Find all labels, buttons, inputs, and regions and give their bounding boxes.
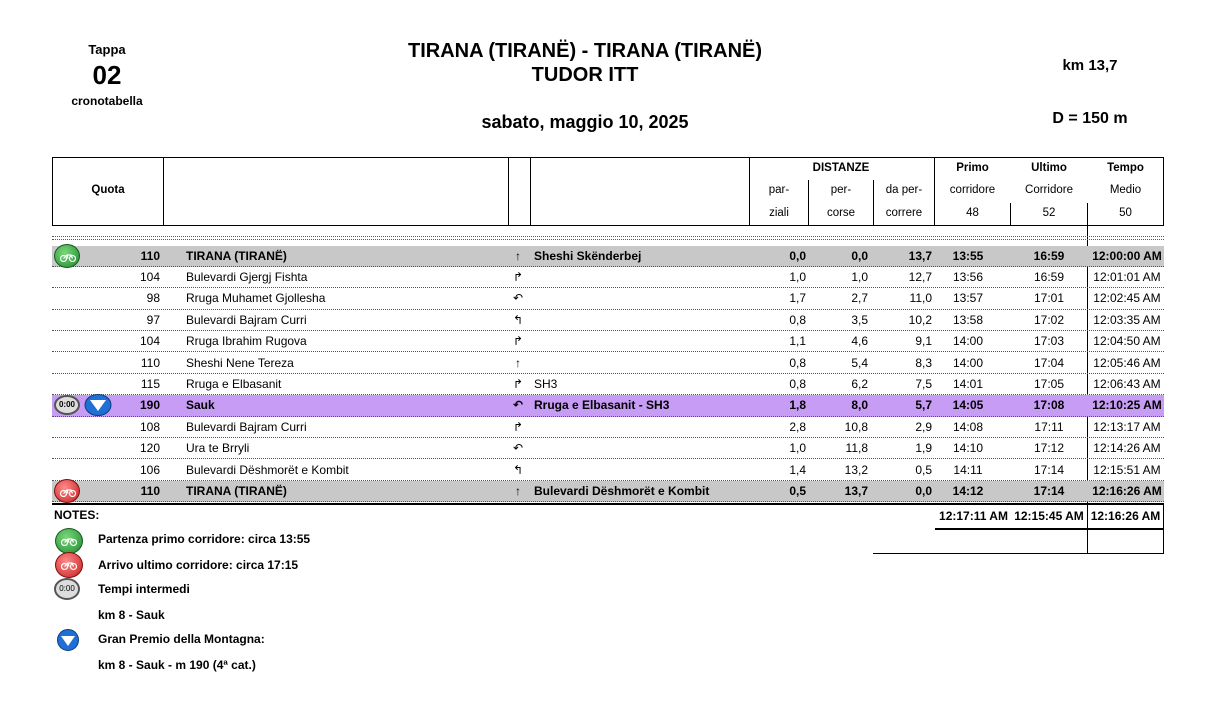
note-arrivo: Arrivo ultimo corridore: circa 17:15 — [98, 558, 299, 572]
cell-time-first-rider: 14:12 — [952, 483, 984, 498]
cell-time-last-rider: 17:04 — [1033, 355, 1065, 370]
cell-time-first-rider: 13:55 — [952, 248, 984, 263]
cell-distance-remaining: 1,9 — [915, 441, 932, 456]
table-row — [52, 395, 1164, 416]
cell-time-last-rider: 17:12 — [1033, 441, 1065, 456]
cell-distance-covered: 3,5 — [851, 312, 868, 327]
cell-distance-partial: 0,5 — [789, 483, 806, 498]
cell-direction-arrow: ↱ — [512, 334, 524, 349]
cell-distance-remaining: 7,5 — [915, 376, 932, 391]
header-percorse-2: corse — [826, 207, 856, 219]
cell-distance-remaining: 10,2 — [908, 312, 932, 327]
table-header-border — [52, 225, 1164, 226]
note-tempi: Tempi intermedi — [98, 582, 190, 596]
cell-distance-covered: 0,0 — [851, 248, 868, 263]
cell-direction-arrow: ↑ — [515, 483, 521, 498]
cell-distance-remaining: 8,3 — [915, 355, 932, 370]
stopwatch-icon: 0:00 — [54, 395, 80, 415]
cell-distance-remaining: 9,1 — [915, 334, 932, 349]
cell-distance-partial: 1,7 — [789, 291, 806, 306]
table-row — [52, 246, 1164, 267]
total-ultimo: 12:15:45 AM — [1014, 509, 1084, 523]
header-percorse-1: per- — [830, 184, 852, 196]
note-gpm-detail: km 8 - Sauk - m 190 (4ª cat.) — [98, 658, 256, 672]
cell-time-first-rider: 14:11 — [953, 462, 983, 477]
cell-distance-remaining: 12,7 — [908, 269, 932, 284]
cell-altitude: 120 — [139, 441, 160, 456]
table-row — [52, 267, 1164, 288]
table-row — [52, 481, 1164, 502]
col-divider — [530, 157, 531, 226]
totals-right-border — [1163, 505, 1164, 554]
cell-location: Bulevardi Bajram Curri — [186, 312, 307, 327]
cell-location: Ura te Brryli — [186, 441, 250, 456]
cell-time-first-rider: 14:08 — [952, 419, 984, 434]
header-dapercorrere-1: da per- — [885, 184, 923, 196]
cell-location: Bulevardi Dëshmorët e Kombit — [186, 462, 349, 477]
cell-time-average: 12:03:35 AM — [1093, 312, 1161, 327]
total-primo: 12:17:11 AM — [939, 509, 1008, 523]
header-gap-line — [52, 236, 1164, 238]
cell-distance-remaining: 11,0 — [909, 291, 932, 306]
stopwatch-icon: 0:00 — [54, 578, 80, 600]
cronotabella-label: cronotabella — [71, 94, 143, 108]
cell-distance-partial: 1,8 — [789, 398, 806, 413]
cell-time-average: 12:16:26 AM — [1092, 483, 1162, 498]
cell-distance-partial: 1,1 — [789, 334, 806, 349]
note-tempi-detail: km 8 - Sauk — [98, 608, 165, 622]
cell-time-last-rider: 17:02 — [1033, 312, 1065, 327]
cell-distance-covered: 2,7 — [851, 291, 868, 306]
header-tempo-2: Medio — [1109, 184, 1142, 196]
table-row — [52, 374, 1164, 395]
cell-direction-arrow: ↰ — [512, 462, 524, 477]
cell-direction-arrow: ↶ — [512, 441, 524, 456]
cell-direction-arrow: ↶ — [512, 398, 524, 413]
table-bottom-border — [52, 503, 1164, 505]
title-stage-type: TUDOR ITT — [531, 64, 639, 86]
cell-road-name: Bulevardi Dëshmorët e Kombit — [534, 483, 710, 498]
cell-distance-covered: 8,0 — [851, 398, 868, 413]
cell-altitude: 190 — [139, 398, 160, 413]
cell-distance-remaining: 2,9 — [915, 419, 932, 434]
cell-altitude: 98 — [146, 291, 160, 306]
header-parziali-1: par- — [768, 184, 790, 196]
cell-time-first-rider: 14:10 — [952, 441, 984, 456]
table-row — [52, 438, 1164, 459]
cell-altitude: 110 — [140, 483, 160, 498]
header-quota: Quota — [91, 184, 125, 196]
total-tempo: 12:16:26 AM — [1090, 509, 1161, 523]
header-primo-1: Primo — [956, 162, 989, 174]
cell-distance-covered: 11,8 — [845, 441, 868, 456]
cell-location: Rruga Muhamet Gjollesha — [186, 291, 326, 306]
cell-distance-covered: 6,2 — [851, 376, 868, 391]
cell-distance-remaining: 5,7 — [915, 398, 932, 413]
cell-distance-partial: 0,8 — [789, 376, 806, 391]
cell-altitude: 110 — [140, 248, 160, 263]
cell-altitude: 106 — [139, 462, 160, 477]
cell-location: TIRANA (TIRANË) — [186, 483, 287, 498]
kom-icon — [84, 394, 112, 416]
cell-altitude: 115 — [140, 376, 160, 391]
kom-icon — [55, 629, 81, 651]
cell-distance-covered: 13,2 — [844, 462, 868, 477]
cell-location: Sheshi Nene Tereza — [186, 355, 294, 370]
totals-underline — [935, 528, 1163, 530]
cell-time-first-rider: 14:01 — [952, 376, 984, 391]
cell-distance-partial: 0,0 — [789, 248, 806, 263]
cell-time-average: 12:10:25 AM — [1092, 398, 1162, 413]
cell-altitude: 104 — [139, 269, 160, 284]
cell-time-first-rider: 13:57 — [952, 291, 984, 306]
cell-time-average: 12:05:46 AM — [1093, 355, 1161, 370]
cell-time-average: 12:00:00 AM — [1092, 248, 1162, 263]
cell-direction-arrow: ↱ — [512, 269, 524, 284]
table-right-border — [1163, 157, 1164, 226]
cell-direction-arrow: ↑ — [515, 355, 521, 370]
cell-altitude: 104 — [139, 334, 160, 349]
table-row — [52, 310, 1164, 331]
cell-time-average: 12:06:43 AM — [1093, 376, 1161, 391]
tappa-number: 02 — [92, 60, 122, 90]
header-distanze: DISTANZE — [812, 162, 870, 174]
cell-time-last-rider: 17:05 — [1033, 376, 1065, 391]
cell-time-average: 12:15:51 AM — [1093, 462, 1161, 477]
cell-altitude: 110 — [140, 355, 160, 370]
cell-distance-partial: 1,0 — [789, 441, 806, 456]
cell-direction-arrow: ↱ — [512, 376, 524, 391]
cell-time-average: 12:04:50 AM — [1093, 334, 1161, 349]
cell-distance-covered: 13,7 — [844, 483, 868, 498]
finish-icon — [54, 479, 80, 503]
table-row — [52, 288, 1164, 309]
cell-time-average: 12:01:01 AM — [1093, 269, 1161, 284]
cell-distance-partial: 1,0 — [789, 269, 806, 284]
cell-distance-partial: 0,8 — [789, 355, 806, 370]
header-tempo-1: Tempo — [1107, 162, 1144, 174]
col-divider — [163, 157, 164, 226]
cell-direction-arrow: ↱ — [512, 419, 524, 434]
stage-elevation-gain: D = 150 m — [1052, 110, 1128, 127]
tappa-label: Tappa — [88, 42, 126, 57]
title-route: TIRANA (TIRANË) - TIRANA (TIRANË) — [407, 40, 763, 62]
cell-road-name: Sheshi Skënderbej — [534, 248, 642, 263]
cell-distance-covered: 4,6 — [851, 334, 868, 349]
cell-time-last-rider: 17:14 — [1033, 462, 1065, 477]
header-tempo-speed: 50 — [1119, 207, 1132, 219]
cell-distance-partial: 2,8 — [789, 419, 806, 434]
note-partenza: Partenza primo corridore: circa 13:55 — [98, 532, 311, 546]
cell-direction-arrow: ↶ — [512, 291, 524, 306]
cell-altitude: 97 — [146, 312, 160, 327]
cell-distance-remaining: 0,5 — [915, 462, 932, 477]
table-row — [52, 417, 1164, 438]
cell-road-name: SH3 — [534, 376, 558, 391]
cell-distance-partial: 0,8 — [789, 312, 806, 327]
cell-time-last-rider: 17:11 — [1034, 419, 1064, 434]
header-primo-2: corridore — [949, 184, 996, 196]
notes-title: NOTES: — [54, 508, 100, 522]
cell-time-first-rider: 13:58 — [952, 312, 984, 327]
cell-location: Bulevardi Gjergj Fishta — [186, 269, 308, 284]
table-row — [52, 331, 1164, 352]
cell-time-first-rider: 14:00 — [952, 334, 984, 349]
header-primo-speed: 48 — [966, 207, 979, 219]
cell-time-average: 12:02:45 AM — [1093, 291, 1161, 306]
cell-time-first-rider: 13:56 — [952, 269, 984, 284]
cell-direction-arrow: ↑ — [515, 248, 521, 263]
cell-direction-arrow: ↰ — [512, 312, 524, 327]
cell-distance-remaining: 0,0 — [915, 483, 932, 498]
header-ultimo-speed: 52 — [1042, 207, 1056, 219]
cell-distance-partial: 1,4 — [789, 462, 806, 477]
cell-distance-covered: 1,0 — [851, 269, 868, 284]
totals-bottom-line — [873, 553, 1164, 554]
cell-location: Rruga Ibrahim Rugova — [186, 334, 307, 349]
cell-time-last-rider: 17:14 — [1033, 483, 1065, 498]
start-icon — [54, 244, 80, 268]
cell-location: Rruga e Elbasanit — [186, 376, 282, 391]
cell-time-last-rider: 16:59 — [1033, 269, 1065, 284]
cell-time-average: 12:14:26 AM — [1093, 441, 1161, 456]
header-dapercorrere-2: correre — [885, 207, 923, 219]
note-gpm: Gran Premio della Montagna: — [98, 632, 265, 646]
start-icon — [55, 528, 83, 554]
cell-time-last-rider: 17:01 — [1033, 291, 1065, 306]
stage-distance: km 13,7 — [1062, 57, 1118, 74]
header-ultimo-2: Corridore — [1025, 184, 1073, 196]
table-left-border — [52, 157, 53, 226]
cell-time-last-rider: 16:59 — [1033, 248, 1065, 263]
cell-location: TIRANA (TIRANË) — [186, 248, 287, 263]
cell-location: Sauk — [186, 398, 215, 413]
cell-time-first-rider: 14:00 — [952, 355, 984, 370]
table-top-border — [52, 157, 1164, 158]
cell-distance-covered: 10,8 — [844, 419, 868, 434]
cell-road-name: Rruga e Elbasanit - SH3 — [534, 398, 670, 413]
cell-altitude: 108 — [139, 419, 160, 434]
header-parziali-2: ziali — [769, 207, 789, 219]
finish-icon — [55, 552, 83, 578]
table-row — [52, 460, 1164, 481]
cell-time-last-rider: 17:08 — [1033, 398, 1065, 413]
cell-distance-covered: 5,4 — [851, 355, 868, 370]
header-gap-line — [52, 239, 1164, 241]
cell-time-first-rider: 14:05 — [952, 398, 984, 413]
table-row — [52, 353, 1164, 374]
header-ultimo-1: Ultimo — [1031, 162, 1067, 174]
cell-time-last-rider: 17:03 — [1033, 334, 1065, 349]
cell-location: Bulevardi Bajram Curri — [186, 419, 307, 434]
cell-time-average: 12:13:17 AM — [1093, 419, 1161, 434]
stage-date: sabato, maggio 10, 2025 — [481, 112, 689, 132]
cell-distance-remaining: 13,7 — [908, 248, 932, 263]
col-divider — [508, 157, 509, 226]
